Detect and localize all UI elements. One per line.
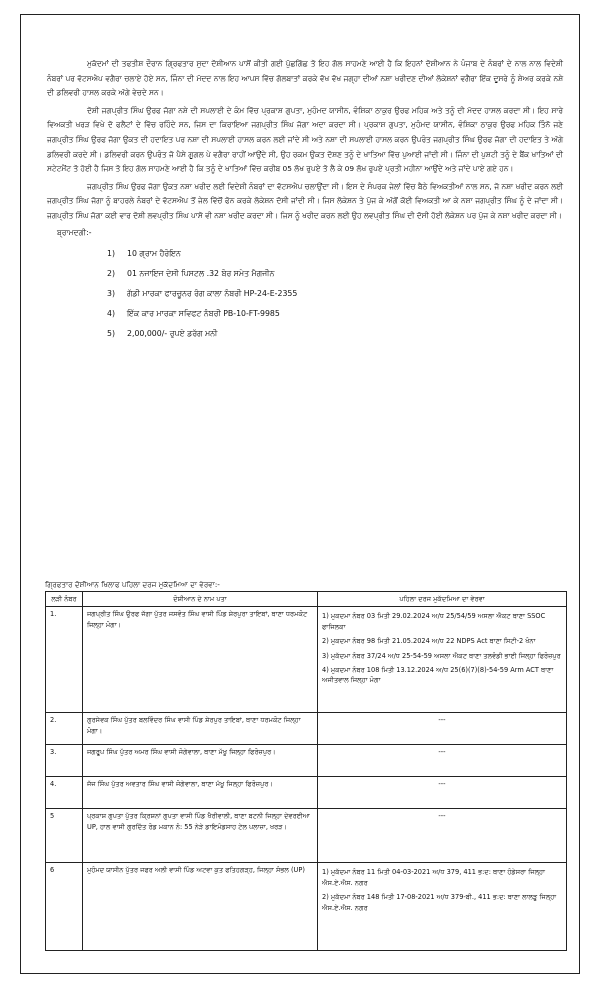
accused-cell: ਜਗਰੂਪ ਸਿੰਘ ਪੁੱਤਰ ਅਮਰ ਸਿੰਘ ਵਾਸੀ ਜੋਗੇਵਾਲਾ, ਥਾਣਾ ਮੱਖੂ ਜਿਲ੍ਹਾ ਫਿਰੋਜ਼ਪੁਰ। xyxy=(83,745,318,777)
header-cases: ਪਹਿਲਾ ਦਰਜ ਮੁਕੱਦਮਿਆ ਦਾ ਵੇਰਵਾ xyxy=(318,592,567,607)
case-entry: 1) ਮੁਕੱਦਮਾ ਨੰਬਰ 11 ਮਿਤੀ 04-03-2021 ਅ/ਧ 379, 411 ਭ:ਦ: ਥਾਣਾ ਹੰਡੇਸਰਾ ਜਿਲ੍ਹਾ ਐਸ.ਏ.ਐਸ. ਨਗਰ xyxy=(322,868,545,887)
table-row xyxy=(46,777,567,809)
table-row xyxy=(46,809,567,863)
cases-cell xyxy=(318,607,567,713)
recovery-item-number: 4) xyxy=(107,308,116,318)
serial-cell: 3. xyxy=(46,745,83,777)
cases-cell xyxy=(318,863,567,951)
cases-cell: --- xyxy=(318,809,567,863)
table-row xyxy=(46,745,567,777)
cases-cell: --- xyxy=(318,713,567,745)
cases-cell: --- xyxy=(318,777,567,809)
recovery-item xyxy=(107,324,563,344)
table-row xyxy=(46,607,567,713)
table-row xyxy=(46,863,567,951)
previous-cases-table xyxy=(45,591,567,951)
recovery-item-number: 1) xyxy=(107,248,116,258)
recovery-item-text: ਇੱਕ ਕਾਰ ਮਾਰਕਾ ਸਵਿਫਟ ਨੰਬਰੀ PB-10-FT-9985 xyxy=(127,308,280,318)
case-entry: 3) ਮੁਕੱਦਮਾ ਨੰਬਰ 37/24 ਅ/ਧ 25-54-59 ਅਸਲਾ ਐਕਟ ਥਾਣਾ ਤਲਵੰਡੀ ਭਾਈ ਜਿਲ੍ਹਾ ਫਿਰੋਜ਼ਪੁਰ xyxy=(322,651,561,660)
case-entry: 4) ਮੁਕਦਮਾ ਨੰਬਰ 108 ਮਿਤੀ 13.12.2024 ਅ/ਧ 25(6)(7)(8)-54-59 Arm ACT ਥਾਣਾ ਅਜੀਤਵਾਲ ਜਿਲ੍ਹਾ ਮੋਗਾ xyxy=(322,666,554,685)
recovery-item-text: 01 ਨਜਾਇਜ ਦੇਸੀ ਪਿਸਟਲ .32 ਬੋਰ ਸਮੇਤ ਮੈਗਜੀਨ xyxy=(127,268,275,278)
header-serial: ਲੜੀ ਨੰਬਰ xyxy=(46,592,83,607)
case-entry: 2) ਮੁਕਦਮਾ ਨੰਬਰ 98 ਮਿਤੀ 21.05.2024 ਅ/ਧ 22 NDPS Act ਥਾਣਾ ਸਿਟੀ-2 ਖੰਨਾ xyxy=(322,637,536,646)
serial-cell: 6 xyxy=(46,863,83,951)
recovery-heading: ਬ੍ਰਾਮਦਗੀ:- xyxy=(57,227,92,237)
paragraph-3: ਜਗਪ੍ਰੀਤ ਸਿੰਘ ਉਰਫ ਜੱਗਾ ਉਕਤ ਨਸ਼ਾ ਖਰੀਦ ਲਈ ਵਿਦੇਸ਼ੀ ਨੰਬਰਾਂ ਦਾ ਵੱਟਸਐਪ ਚਲਾਉਂਦਾ ਸੀ। ਇਸ ਦੇ ਸੰਪਰਕ ਜੇਲਾਂ ਵਿੱਚ ਬੈਠੇ ਵਿਅਕਤੀਆਂ ਨਾਲ ਸਨ, ਜੋ ਨਸ਼ਾ ਖਰੀਦ ਕਰਨ ਲਈ ਜਗਪ੍ਰੀਤ ਸਿੰਘ ਜੱਗਾ ਨੂੰ ਬਾਹਰਲੇ ਨੰਬਰਾਂ ਦੇ ਵੱਟਸਐਪ ਤੋਂ ਜੇਲ ਵਿੱਚੋਂ ਫੋਨ ਕਰਕੇ ਲੋਕੇਸ਼ਨ ਦੱਸੀ ਜਾਂਦੀ ਸੀ। ਜਿਸ ਲੋਕੇਸ਼ਨ ਤੇ ਪੁੱਜ ਕੇ ਅੱਗੋਂ ਕੋਈ ਵਿਅਕਤੀ ਆ ਕੇ ਨਸ਼ਾ ਜਗਪ੍ਰੀਤ ਸਿੰਘ ਨੂੰ ਦੇ ਜਾਂਦਾ ਸੀ। ਜਗਪ੍ਰੀਤ ਸਿੰਘ ਜੱਗਾ ਕਈ ਵਾਰ ਦੋਸ਼ੀ ਲਵਪ੍ਰੀਤ ਸਿੰਘ ਪਾਸੋ ਵੀ ਨਸ਼ਾ ਖਰੀਦ ਕਰਦਾ ਸੀ। ਜਿਸ ਨੂੰ ਖਰੀਦ ਕਰਨ ਲਈ ਉਹ ਲਵਪ੍ਰੀਤ ਸਿੰਘ ਦੀ ਦੱਸੀ ਹੋਈ ਲੋਕੇਸ਼ਨ ਪਰ ਪੁੱਜ ਕੇ ਨਸ਼ਾ ਖਰੀਦ ਕਰਦਾ ਸੀ। xyxy=(47,181,563,220)
document-page xyxy=(20,14,580,974)
serial-cell: 5 xyxy=(46,809,83,863)
document-body xyxy=(47,57,563,344)
recovery-list xyxy=(47,244,563,344)
table-header-row xyxy=(46,592,567,607)
recovery-item-text: ਗੱਡੀ ਮਾਰਕਾ ਫਾਰਚੂਨਰ ਰੰਗ ਕਾਲਾ ਨੰਬਰੀ HP-24-E-2355 xyxy=(127,288,298,298)
table-row xyxy=(46,713,567,745)
paragraph-1: ਮੁਕੱਦਮਾਂ ਦੀ ਤਫਤੀਸ਼ ਦੌਰਾਨ ਗ੍ਰਿਫਤਾਰ ਸੁਦਾ ਦੋਸ਼ੀਆਨ ਪਾਸੋਂ ਕੀਤੀ ਗਈ ਪੁੱਛਗਿੱਛ ਤੋ ਇਹ ਗੱਲ ਸਾਹਮਣੇ ਆਈ ਹੈ ਕਿ ਇਹਨਾਂ ਦੋਸ਼ੀਆਨ ਨੇ ਪੰਜਾਬ ਦੇ ਨੰਬਰਾਂ ਦੇ ਨਾਲ ਨਾਲ ਵਿਦੇਸ਼ੀ ਨੰਬਰਾਂ ਪਰ ਵੱਟਸਐਪ ਵਗੈਰਾ ਚਲਾਏ ਹੋਏ ਸਨ, ਜਿੰਨਾ ਦੀ ਮੱਦਦ ਨਾਲ ਇਹ ਆਪਸ ਵਿੱਚ ਗੱਲਬਾਤਾਂ ਕਰਕੇ ਵੱਖ ਵੱਖ ਜਗ੍ਹਾ ਦੀਆਂ ਨਸ਼ਾ ਖਰੀਦਣ ਦੀਆਂ ਲੋਕੇਸ਼ਨਾਂ ਵਗੈਰਾ ਇੱਕ ਦੂਸਰੇ ਨੂੰ ਸ਼ੇਅਰ ਕਰਕੇ ਨਸ਼ੇ ਦੀ ਡਲਿਵਰੀ ਹਾਸਲ ਕਰਕੇ ਅੱਗੇ ਵੇਚਦੇ ਸਨ। xyxy=(47,59,563,98)
case-entry: 1) ਮੁਕਦਮਾ ਨੰਬਰ 03 ਮਿਤੀ 29.02.2024 ਅ/ਧ 25/54/59 ਅਸਲਾ ਐਕਟ ਥਾਣਾ SSOC ਫਾਜਿਲਕਾ xyxy=(322,612,546,631)
accused-cell: ਗੁਰਸੇਵਕ ਸਿੰਘ ਪੁੱਤਰ ਬਲਵਿੰਦਰ ਸਿੰਘ ਵਾਸੀ ਪਿੰਡ ਸ਼ੇਰਪੁਰ ਤਾਇਬਾਂ, ਥਾਣਾ ਧਰਮਕੋਟ ਜਿਲ੍ਹਾ ਮੋਗਾ। xyxy=(83,713,318,745)
accused-cell: ਪ੍ਰਕਾਸ਼ ਗੁਪਤਾ ਪੁੱਤਰ ਕ੍ਰਿਸ਼ਨਾਂ ਗੁਪਤਾ ਵਾਸੀ ਪਿੰਡ ਖੈਰੀਵਾਲੀ, ਥਾਣਾ ਬਟਨੀ ਜਿਲ੍ਹਾ ਦੇਵਰਈਆ UP, ਹਾਲ ਵਾਸੀ ਗੁਰਦਿੱਤ ਰੋਡ ਮਕਾਨ ਨੰ: 55 ਨੇੜੇ ਡਾਇਮੰਡਸਾਹ ਟੇਲ ਪਲਾਜ਼ਾ, ਖਰੜ। xyxy=(83,809,318,863)
cases-table-title: ਗ੍ਰਿਫਤਾਰ ਦੋਸ਼ੀਆਨ ਖਿਲਾਫ ਪਹਿਲਾ ਦਰਜ ਮੁਕੱਦਮਿਆ ਦਾ ਵੇਰਵਾ:- xyxy=(45,580,220,589)
serial-cell: 4. xyxy=(46,777,83,809)
header-accused: ਦੋਸ਼ੀਆਨ ਦੇ ਨਾਮ ਪਤਾ xyxy=(83,592,318,607)
recovery-item xyxy=(107,284,563,304)
recovery-item xyxy=(107,264,563,284)
recovery-item-number: 5) xyxy=(107,328,116,338)
cases-cell: --- xyxy=(318,745,567,777)
recovery-item xyxy=(107,304,563,324)
accused-cell: ਜੱਜ ਸਿੰਘ ਪੁੱਤਰ ਅਵਤਾਰ ਸਿੰਘ ਵਾਸੀ ਜੋਗੇਵਾਲਾ, ਥਾਣਾ ਮੱਖੂ ਜਿਲ੍ਹਾ ਫਿਰੋਜ਼ਪੁਰ। xyxy=(83,777,318,809)
case-entry: 2) ਮੁਕੱਦਮਾ ਨੰਬਰ 148 ਮਿਤੀ 17-08-2021 ਅ/ਧ 379-ਬੀ., 411 ਭ:ਦ: ਥਾਣਾ ਲਾਲੜੂ ਜਿਲ੍ਹਾ ਐਸ.ਏ.ਐਸ. ਨਗਰ xyxy=(322,893,557,912)
accused-cell: ਮੁਹੰਮਦ ਯਾਸੀਨ ਪੁੱਤਰ ਜਫਰ ਅਲੀ ਵਾਸੀ ਪਿੰਡ ਅਟਵਾ ਕੁਤ ਫਤਿਹਗੜ੍ਹ, ਜਿਲ੍ਹਾ ਸੰਭਲ (UP) xyxy=(83,863,318,951)
paragraph-2: ਦੋਸ਼ੀ ਜਗਪ੍ਰੀਤ ਸਿੰਘ ਉਰਫ ਜੱਗਾ ਨਸ਼ੇ ਦੀ ਸਪਲਾਈ ਦੇ ਕੰਮ ਵਿੱਚ ਪ੍ਰਕਾਸ਼ ਗੁਪਤਾ, ਮੁਹੰਮਦ ਯਾਸੀਨ, ਵੰਸ਼ਿਕਾ ਠਾਕੁਰ ਉਰਫ ਮਹਿਕ ਅਤੇ ਤਨੂੰ ਦੀ ਮੱਦਦ ਹਾਸਲ ਕਰਦਾ ਸੀ। ਇਹ ਸਾਰੇ ਵਿਅਕਤੀ ਖਰੜ ਵਿਖੇ ਦੋ ਫਲੈਟਾਂ ਦੇ ਵਿੱਚ ਰਹਿੰਦੇ ਸਨ, ਜਿਸ ਦਾ ਕਿਰਾਇਆ ਜਗਪ੍ਰੀਤ ਸਿੰਘ ਜੱਗਾ ਅਦਾ ਕਰਦਾ ਸੀ। ਪ੍ਰਕਾਸ਼ ਗੁਪਤਾ, ਮੁਹੰਮਦ ਯਾਸੀਨ, ਵੰਸ਼ਿਕਾ ਠਾਕੁਰ ਉਰਫ ਮਹਿਕ ਤਿੰਨੋ ਜਣੇ ਜਗਪ੍ਰੀਤ ਸਿੰਘ ਉਰਫ ਜੱਗਾ ਉਕਤ ਦੀ ਹਦਾਇਤ ਪਰ ਨਸ਼ਾ ਦੀ ਸਪਲਾਈ ਹਾਸਲ ਕਰਨ ਲਈ ਜਾਂਦੇ ਸੀ ਅਤੇ ਨਸ਼ਾ ਦੀ ਸਪਲਾਈ ਹਾਸਲ ਕਰਨ ਉਪਰੰਤ ਜਗਪ੍ਰੀਤ ਸਿੰਘ ਉਰਫ ਜੱਗਾ ਦੀ ਹਦਾਇਤ ਤੇ ਅੱਗੇ ਡਲਿਵਰੀ ਕਰਦੇ ਸੀ। ਡਲਿਵਰੀ ਕਰਨ ਉਪਰੰਤ ਜੋ ਪੈਸੇ ਗੂਗਲ ਪੇ ਵਗੈਰਾ ਰਾਹੀਂ ਆਉਂਦੇ ਸੀ, ਉਹ ਰਕਮ ਉਕਤ ਦੋਸ਼ਣ ਤਨੂੰ ਦੇ ਖਾਤਿਆ ਵਿੱਚ ਪੁਆਈ ਜਾਂਦੀ ਸੀ। ਜਿੰਨਾ ਦੀ ਪੁਸ਼ਟੀ ਤਨੂੰ ਦੇ ਬੈਂਕ ਖਾਤਿਆਂ ਦੀ ਸਟੇਟਮੈਂਟ ਤੋ ਹੋਈ ਹੈ ਜਿਸ ਤੋ ਇਹ ਗੱਲ ਸਾਹਮਣੇ ਆਈ ਹੈ ਕਿ ਤਨੂੰ ਦੇ ਖਾਤਿਆਂ ਵਿੱਚ ਕਰੀਬ 05 ਲੱਖ ਰੁਪਏ ਤੋ ਲੈ ਕੇ 09 ਲੱਖ ਰੁਪਏ ਪ੍ਰਤੀ ਮਹੀਨਾ ਆਉਂਦੇ ਅਤੇ ਜਾਂਦੇ ਪਾਏ ਗਏ ਹਨ। xyxy=(47,105,563,174)
serial-cell: 1. xyxy=(46,607,83,713)
recovery-item-number: 3) xyxy=(107,288,116,298)
recovery-item-number: 2) xyxy=(107,268,116,278)
serial-cell: 2. xyxy=(46,713,83,745)
recovery-item-text: 2,00,000/- ਰੁਪਏ ਡਰੱਗ ਮਨੀ xyxy=(127,328,218,338)
recovery-item xyxy=(107,244,563,264)
accused-cell: ਜਗਪ੍ਰੀਤ ਸਿੰਘ ਉਰਫ ਜੱਗਾ ਪੁੱਤਰ ਜਸਵੰਤ ਸਿੰਘ ਵਾਸੀ ਪਿੰਡ ਸ਼ੇਰਪੁਰਾ ਤਾਇਬਾਂ, ਥਾਣਾ ਧਰਮਕੋਟ ਜਿਲ੍ਹਾ ਮੋਗਾ। xyxy=(83,607,318,713)
recovery-item-text: 10 ਗ੍ਰਾਮ ਹੈਰੋਇਨ xyxy=(127,248,181,258)
